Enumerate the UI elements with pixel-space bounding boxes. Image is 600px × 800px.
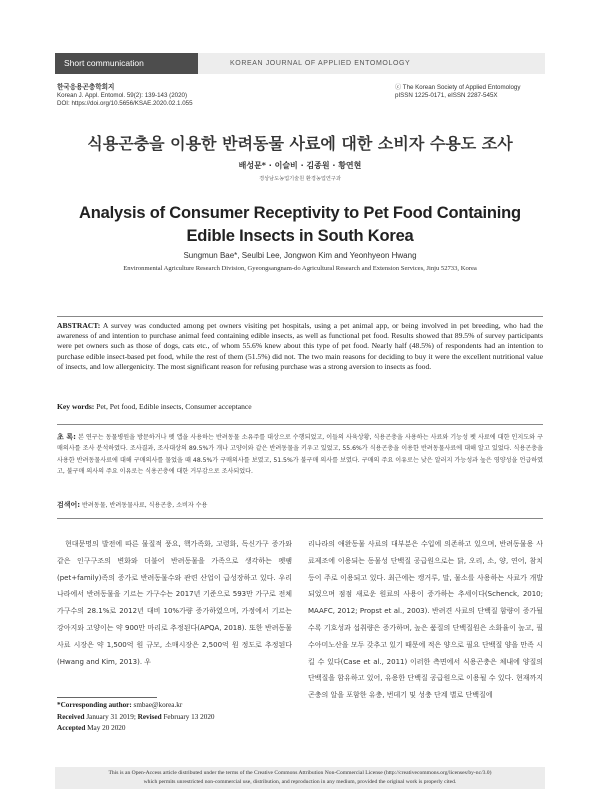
corresponding-label: *Corresponding author:: [57, 701, 132, 709]
journal-citation: Korean J. Appl. Entomol. 59(2): 139-143 (2020): [57, 92, 188, 99]
body-paragraph: 리나라의 애완동물 사료의 대부분은 수입에 의존하고 있으며, 반려동물용 사료제조에 이용되는 동물성 단백질 공급원으로는 닭, 오리, 소, 양, 연어, 참치 등이 주로 이용되고 있다. 최근에는 캥거루, 말, 물소를 사용하는 사료가 개발 되었으며 점점 새로운 원료의 사용이 증가하는 추세이다(Schenck, 2010; MAAFC, 2012; Propst et al., 2003). 반려견 사료의 단백질 함량이 증가될수록 기호성과 섭취량은 증가하며, 높은 품질의 단백질원은 소화율이 높고, 필수아미노산을 모두 갖추고 있기 때문에 적은 양으로 필요 단백질 양을 만족 시킬 수 있다(Case et al., 2011) 이러한 측면에서 식용곤충은 체내에 양질의 단백질을 함유하고 있어, 유용한 단백질 공급원으로 이용될 수 있다. 현재까지 곤충의 알을 포함한 유충, 번데기 및 성충 단계 별로 단백질에: [308, 540, 543, 700]
society-block: [395, 84, 545, 100]
revised-label: Revised: [137, 713, 162, 721]
doi-link[interactable]: DOI: https://doi.org/10.5656/KSAE.2020.02.1.055: [57, 100, 193, 107]
korean-keywords: [57, 500, 543, 510]
korean-abstract-label: 초 록:: [57, 433, 76, 441]
license-box: [55, 767, 545, 789]
accepted-label: Accepted: [57, 724, 86, 732]
korean-authors: 배성문* · 이슬비 · 김종원 · 황연현: [238, 161, 362, 170]
header-band: [55, 53, 545, 74]
footnote-rule: [57, 697, 157, 698]
received-date: January 31 2019;: [84, 713, 138, 721]
abstract-label: ABSTRACT:: [57, 321, 101, 330]
korean-title: 식용곤충을 이용한 반려동물 사료에 대한 소비자 수용도 조사: [87, 134, 513, 153]
english-title: Analysis of Consumer Receptivity to Pet Food Containing Edible Insects in South Korea: [79, 204, 521, 245]
english-keywords: [57, 402, 543, 411]
abstract-text: A survey was conducted among pet owners visiting pet hospitals, using a pet animal app, or being involved in pet breeding, who had the awareness of and intention to purchase animal feed containing edible insects, as well as functional pet food. Results showed that 89.5% of survey participants were pet owners such as those of dogs, cats etc., of whom 55.6% knew about this type of pet food. Nearly half (48.5%) of respondents had an intention to purchase edible insect-based pet food, while the rest of them (51.5%) did not. The two main reasons for deciding to buy it were the excellent nutritional value of insects, and low allergenicity. The most significant reason for refusing purchase was a strong aversion to insects as food.: [57, 321, 543, 371]
received-label: Received: [57, 713, 85, 721]
keywords-label: Key words:: [57, 402, 95, 411]
english-abstract: [57, 321, 543, 372]
body-column-left: [57, 536, 292, 670]
license-line-2: which permits unrestricted non-commercial use, distribution, and reproduction in any medium, provided the original work is properly cited.: [143, 779, 457, 785]
corresponding-author: [57, 701, 297, 709]
corresponding-email[interactable]: smbae@korea.kr: [131, 701, 183, 709]
revised-date: February 13 2020: [161, 713, 215, 721]
body-top-rule: [57, 518, 543, 519]
english-affiliation: Environmental Agriculture Research Division, Gyeongsangnam-do Agricultural Research and Extension Services, Jinju 52733, Korea: [123, 265, 477, 272]
accepted-line: [57, 724, 297, 732]
keywords-text: Pet, Pet food, Edible insects, Consumer acceptance: [94, 402, 252, 411]
citation-block: [57, 84, 193, 108]
korean-keywords-text: 반려동물, 반려동물사료, 식용곤충, 소비자 수용: [80, 502, 208, 509]
journal-banner: KOREAN JOURNAL OF APPLIED ENTOMOLOGY: [198, 53, 545, 74]
license-line-1: This is an Open-Access article distributed under the terms of the Creative Commons Attribution Non-Commercial License (http://creativecommons.org/licenses/by-nc/3.0): [108, 770, 492, 776]
received-revised-line: [57, 713, 297, 721]
abstract-divider: [57, 424, 543, 425]
english-authors: Sungmun Bae*, Seulbi Lee, Jongwon Kim and Yeonhyeon Hwang: [183, 251, 417, 260]
body-paragraph: 현대문명의 발전에 따른 물질적 풍요, 핵가족화, 고령화, 독신가구 증가와 같은 인구구조의 변화와 더불어 반려동물을 가족으로 생각하는 펫팸(pet+family)족의 증가로 반려동물수와 관련 산업이 급성장하고 있다. 우리나라에서 반려동물을 기르는 가구수는 2017년 기준으로 593만 가구로 전체가구수의 28.1%로 2012년 대비 10%가량 증가하였으며, 가정에서 기르는 강아지와 고양이는 약 900만 마리로 추정된다(APQA, 2018). 또한 반려동물 사료 시장은 약 1,500억 원 규모, 소매시장은 2,500억 원 정도로 추정된다(Hwang and Kim, 2013). 우: [57, 540, 292, 666]
korean-affiliation: 경상남도농업기술원 환경농업연구과: [259, 176, 341, 182]
body-column-right: [308, 536, 543, 704]
abstract-top-rule: [57, 316, 543, 317]
korean-keywords-label: 검색어:: [57, 501, 81, 509]
accepted-date: May 20 2020: [85, 724, 126, 732]
korean-abstract-text: 본 연구는 동물병원을 방문하거나 펫 앱을 사용하는 반려동물 소유주를 대상으로 수행되었고, 이들의 사육상황, 식용곤충을 사용하는 사료와 기능성 펫 사료에 대한 인지도와 구매의사를 조사 분석하였다. 조사결과, 조사대상의 89.5%가 개나 고양이와 같은 반려동물을 키우고 있었고, 55.6%가 식용곤충을 이용한 반려동물사료에 대해 알고 있었다. 식용곤충을 사용한 반려동물사료에 대해 구매의사를 물었을 때 48.5%가 구매의사를 보였고, 51.5%가 불구매 의사를 보였다. 구매의 주요 이유로는 낮은 알러지 가능성과 높은 영양성을 언급하였고, 불구매 의사의 주요 이유로는 식용곤충에 대한 거부감으로 조사되었다.: [57, 434, 543, 476]
copyright-line: ⓒ The Korean Society of Applied Entomology: [395, 84, 521, 91]
korean-abstract: [57, 432, 543, 478]
journal-korean-name: 한국응용곤충학회지: [57, 84, 115, 91]
section-label: Short communication: [55, 53, 198, 74]
issn-line: pISSN 1225-0171, eISSN 2287-545X: [395, 92, 498, 99]
